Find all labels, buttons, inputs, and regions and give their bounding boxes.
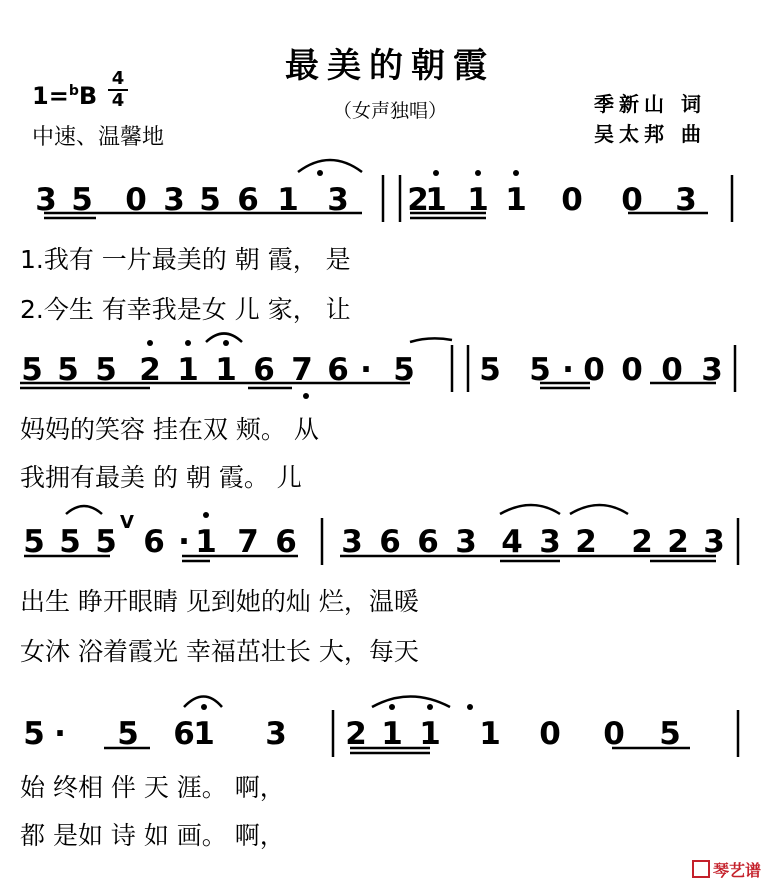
lyric-line-2: 都 是如 诗 如 画。 啊， [20, 821, 285, 850]
lyric-line-1: 始 终相 伴 天 涯。 啊， [20, 773, 285, 802]
note: 3 [35, 182, 57, 218]
key-prefix: 1= [32, 82, 69, 110]
logo-icon [692, 860, 710, 878]
note: 0 [539, 716, 561, 752]
note: 1 [195, 524, 217, 560]
note: 1 [479, 716, 501, 752]
note: 1 [467, 182, 489, 218]
lyricist-credit: 季新山 词 [594, 92, 706, 116]
lyric-line-1: 1.我有 一片最美的 朝 霞， 是 [20, 245, 351, 274]
note: 2 [407, 182, 429, 218]
note: 1 [177, 352, 199, 388]
note: 5 [95, 352, 117, 388]
note: 5 [479, 352, 501, 388]
note: 5 [21, 352, 43, 388]
note: · [360, 352, 372, 388]
composer-credit: 吴太邦 曲 [594, 122, 706, 146]
note: 0 [621, 352, 643, 388]
note: 1 [381, 716, 403, 752]
note: 6 [173, 716, 195, 752]
note: 3 [701, 352, 723, 388]
note: 5 [95, 524, 117, 560]
note: 4 [501, 524, 523, 560]
note: 2 [667, 524, 689, 560]
note: 5 [393, 352, 415, 388]
lyric-line-1: 出生 睁开眼睛 见到她的灿 烂，温暖 [20, 587, 419, 616]
note: 0 [661, 352, 683, 388]
note: 2 [345, 716, 367, 752]
note: 5 [23, 716, 45, 752]
site-watermark [692, 858, 761, 881]
note: 3 [341, 524, 363, 560]
note: 5 [57, 352, 79, 388]
note: 0 [125, 182, 147, 218]
note: 2 [631, 524, 653, 560]
song-subtitle: （女声独唱） [332, 100, 447, 122]
key-note: B [78, 82, 98, 110]
note: · [562, 352, 574, 388]
note: 5 [59, 524, 81, 560]
note: 5 [659, 716, 681, 752]
note: 6 [379, 524, 401, 560]
note: 5 [23, 524, 45, 560]
note: 0 [621, 182, 643, 218]
note: · [54, 716, 66, 752]
lyric-line-2: 2.今生 有幸我是女 儿 家， 让 [20, 295, 351, 324]
note: 3 [265, 716, 287, 752]
note: 3 [675, 182, 697, 218]
note: 1 [277, 182, 299, 218]
tempo-marking: 中速、温馨地 [32, 125, 165, 150]
note: 0 [583, 352, 605, 388]
note: 6 [327, 352, 349, 388]
note: 3 [455, 524, 477, 560]
note: 1 [419, 716, 441, 752]
breath-mark: V [120, 512, 134, 533]
note: 3 [703, 524, 725, 560]
note: 1 [193, 716, 215, 752]
note: 5 [529, 352, 551, 388]
note: 7 [291, 352, 313, 388]
note: 5 [71, 182, 93, 218]
note: 6 [237, 182, 259, 218]
note: 7 [237, 524, 259, 560]
key-flat: b [68, 83, 79, 99]
note: 6 [275, 524, 297, 560]
note: 3 [163, 182, 185, 218]
note: 2 [575, 524, 597, 560]
lyric-line-2: 我拥有最美 的 朝 霞。 儿 [20, 463, 302, 492]
watermark-text: 琴艺谱 [713, 861, 762, 880]
note: 2 [139, 352, 161, 388]
note: 6 [417, 524, 439, 560]
lyric-line-2: 女沐 浴着霞光 幸福茁壮长 大，每天 [20, 637, 419, 666]
note: 6 [253, 352, 275, 388]
time-top: 4 [111, 68, 125, 89]
note: 3 [539, 524, 561, 560]
lyric-line-1: 妈妈的笑容 挂在双 颊。 从 [20, 415, 319, 444]
note: 1 [505, 182, 527, 218]
note: 5 [117, 716, 139, 752]
note: 5 [199, 182, 221, 218]
song-title: 最美的朝霞 [285, 46, 495, 86]
note: 3 [327, 182, 349, 218]
note: 1 [215, 352, 237, 388]
note: · [178, 524, 190, 560]
note: 6 [143, 524, 165, 560]
note: 0 [603, 716, 625, 752]
note: 1 [425, 182, 447, 218]
time-bottom: 4 [111, 90, 125, 111]
note: 0 [561, 182, 583, 218]
